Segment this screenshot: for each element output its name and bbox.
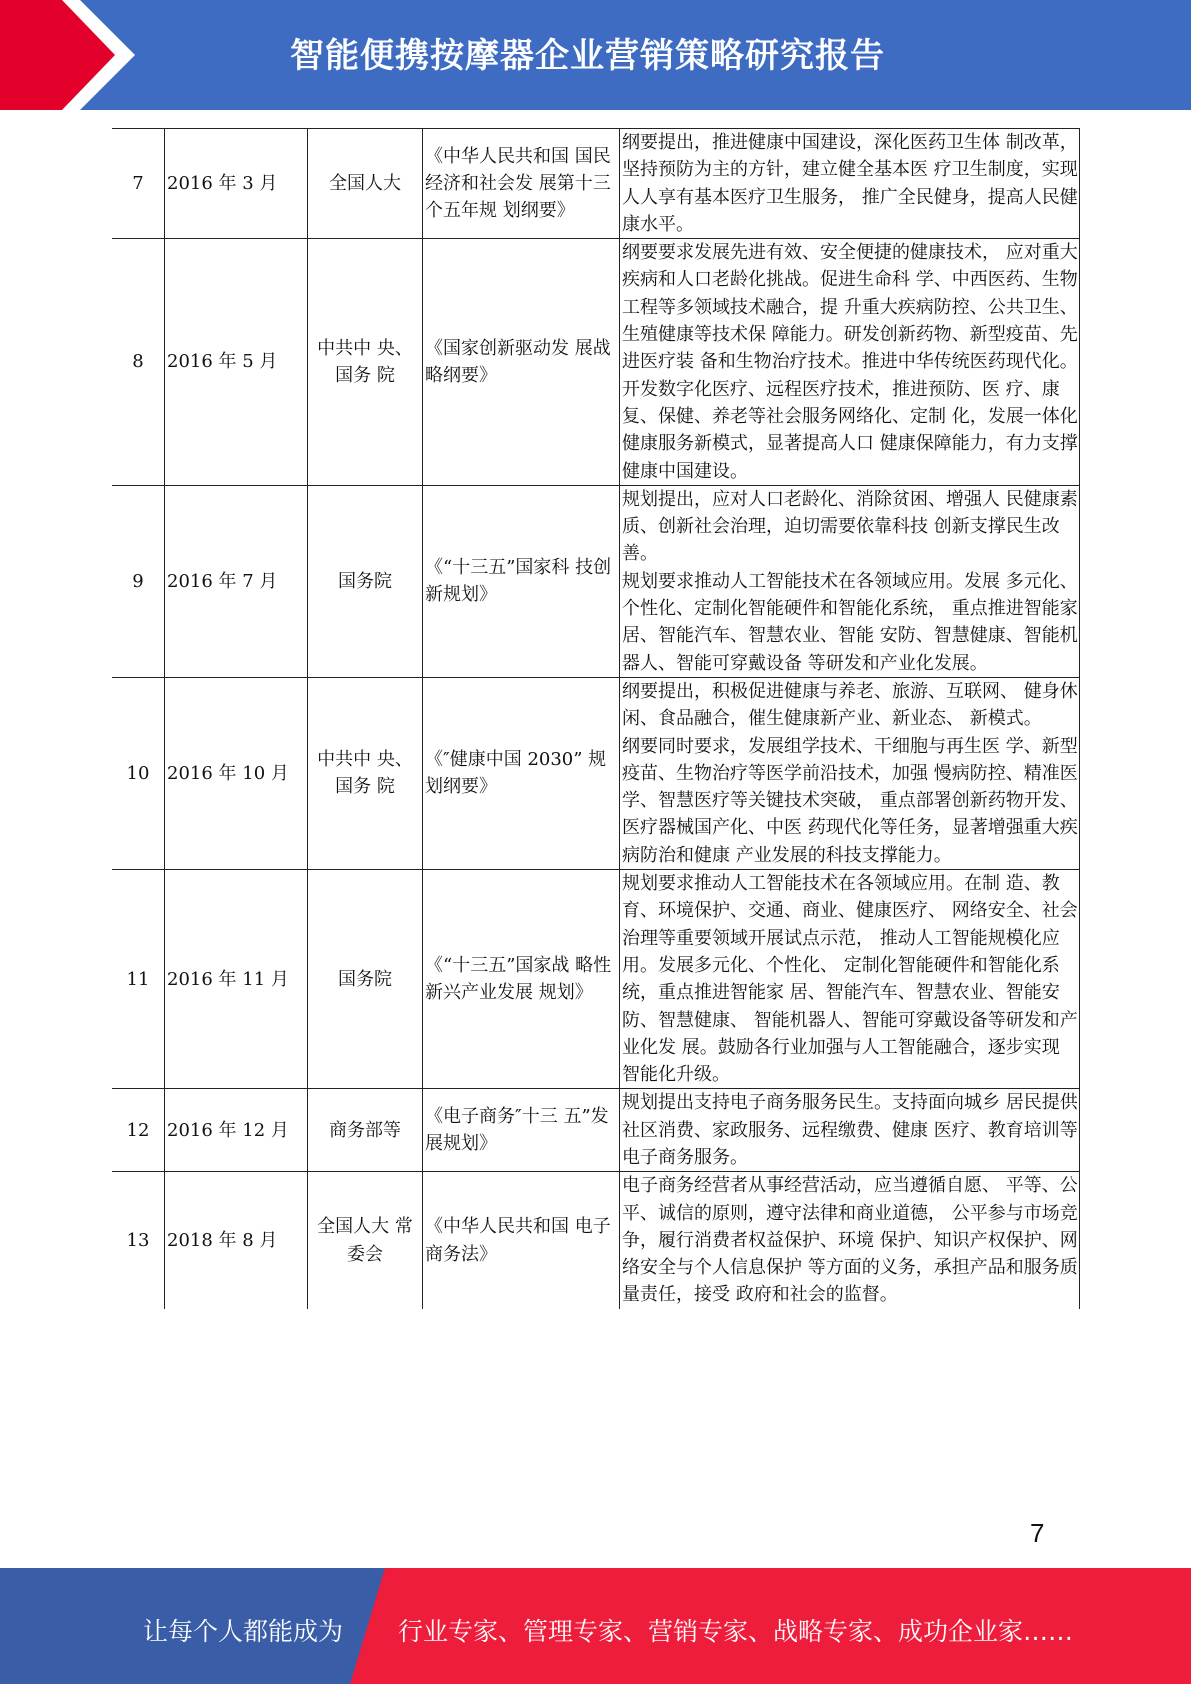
row-date-cell: 2016 年 5 月 xyxy=(165,239,308,486)
table-row xyxy=(112,129,1080,239)
row-document-cell: 《电子商务″十三 五”发展规划》 xyxy=(423,1089,620,1172)
row-date-cell: 2016 年 3 月 xyxy=(165,129,308,239)
row-number-cell: 10 xyxy=(112,677,165,869)
footer-slogan-left: 让每个人都能成为 xyxy=(143,1617,344,1646)
row-issuer-cell: 全国人大 常委会 xyxy=(308,1172,423,1309)
row-document-cell: 《中华人民共和国 电子商务法》 xyxy=(423,1172,620,1309)
row-document-cell: 《“十三五”国家科 技创新规划》 xyxy=(423,485,620,677)
policy-table-grid xyxy=(112,128,1080,1309)
page-number: 7 xyxy=(1030,1518,1045,1548)
table-row xyxy=(112,1089,1080,1172)
row-number-cell: 12 xyxy=(112,1089,165,1172)
table-row xyxy=(112,239,1080,486)
row-document-cell: 《“十三五”国家战 略性新兴产业发展 规划》 xyxy=(423,870,620,1089)
row-date-cell: 2016 年 12 月 xyxy=(165,1089,308,1172)
report-title: 智能便携按摩器企业营销策略研究报告 xyxy=(290,36,885,76)
row-issuer-cell: 中共中 央、国务 院 xyxy=(308,677,423,869)
row-issuer-cell: 国务院 xyxy=(308,485,423,677)
row-description-cell: 纲要提出，积极促进健康与养老、旅游、互联网、 健身休闲、食品融合，催生健康新产业、新业态、 新模式。 纲要同时要求，发展组学技术、干细胞与再生医 学、新型疫苗、生物治疗等医学前沿技术，加强 慢病防控、精准医学、智慧医疗等关键技术突破， 重点部署创新药物开发、医疗器械国产化、中医 药现代化等任务，显著增强重大疾病防治和健康 产业发展的科技支撑能力。 xyxy=(620,677,1080,869)
row-date-cell: 2016 年 11 月 xyxy=(165,870,308,1089)
row-date-cell: 2016 年 10 月 xyxy=(165,677,308,869)
table-row xyxy=(112,1172,1080,1309)
footer-banner xyxy=(0,1568,1191,1684)
header-chevron-decoration xyxy=(0,0,150,110)
row-number-cell: 8 xyxy=(112,239,165,486)
row-number-cell: 13 xyxy=(112,1172,165,1309)
row-description-cell: 规划提出支持电子商务服务民生。支持面向城乡 居民提供社区消费、家政服务、远程缴费、健康 医疗、教育培训等电子商务服务。 xyxy=(620,1089,1080,1172)
row-date-cell: 2016 年 7 月 xyxy=(165,485,308,677)
row-description-cell: 规划要求推动人工智能技术在各领域应用。在制 造、教育、环境保护、交通、商业、健康医疗、 网络安全、社会治理等重要领域开展试点示范， 推动人工智能规模化应用。发展多元化、个性化、 定制化智能硬件和智能化系统，重点推进智能家 居、智能汽车、智慧农业、智能安防、智慧健康、 智能机器人、智能可穿戴设备等研发和产业化发 展。鼓励各行业加强与人工智能融合，逐步实现 智能化升级。 xyxy=(620,870,1080,1089)
row-description-cell: 电子商务经营者从事经营活动，应当遵循自愿、 平等、公平、诚信的原则，遵守法律和商业道德， 公平参与市场竞争，履行消费者权益保护、环境 保护、知识产权保护、网络安全与个人信息保护 等方面的义务，承担产品和服务质量责任，接受 政府和社会的监督。 xyxy=(620,1172,1080,1309)
table-row xyxy=(112,677,1080,869)
row-issuer-cell: 国务院 xyxy=(308,870,423,1089)
row-issuer-cell: 全国人大 xyxy=(308,129,423,239)
policy-table xyxy=(112,128,1080,1309)
row-document-cell: 《″健康中国 2030” 规划纲要》 xyxy=(423,677,620,869)
header-banner xyxy=(0,0,1191,110)
footer-slogan-right: 行业专家、管理专家、营销专家、战略专家、成功企业家…… xyxy=(398,1617,1074,1646)
row-description-cell: 纲要要求发展先进有效、安全便捷的健康技术， 应对重大疾病和人口老龄化挑战。促进生命科 学、中西医药、生物工程等多领域技术融合，提 升重大疾病防控、公共卫生、生殖健康等技术保 障能力。研发创新药物、新型疫苗、先进医疗装 备和生物治疗技术。推进中华传统医药现代化。 开发数字化医疗、远程医疗技术，推进预防、医 疗、康复、保健、养老等社会服务网络化、定制 化，发展一体化健康服务新模式，显著提高人口 健康保障能力，有力支撑健康中国建设。 xyxy=(620,239,1080,486)
row-description-cell: 纲要提出，推进健康中国建设，深化医药卫生体 制改革，坚持预防为主的方针，建立健全基本医 疗卫生制度，实现人人享有基本医疗卫生服务， 推广全民健身，提高人民健康水平。 xyxy=(620,129,1080,239)
table-row xyxy=(112,870,1080,1089)
row-number-cell: 7 xyxy=(112,129,165,239)
row-number-cell: 9 xyxy=(112,485,165,677)
row-issuer-cell: 商务部等 xyxy=(308,1089,423,1172)
table-row xyxy=(112,485,1080,677)
row-document-cell: 《中华人民共和国 国民经济和社会发 展第十三个五年规 划纲要》 xyxy=(423,129,620,239)
row-date-cell: 2018 年 8 月 xyxy=(165,1172,308,1309)
row-document-cell: 《国家创新驱动发 展战略纲要》 xyxy=(423,239,620,486)
row-description-cell: 规划提出，应对人口老龄化、消除贫困、增强人 民健康素质、创新社会治理，迫切需要依靠科技 创新支撑民生改善。 规划要求推动人工智能技术在各领域应用。发展 多元化、个性化、定制化智能硬件和智能化系统， 重点推进智能家居、智能汽车、智慧农业、智能 安防、智慧健康、智能机器人、智能可穿戴设备 等研发和产业化发展。 xyxy=(620,485,1080,677)
row-issuer-cell: 中共中 央、国务 院 xyxy=(308,239,423,486)
row-number-cell: 11 xyxy=(112,870,165,1089)
